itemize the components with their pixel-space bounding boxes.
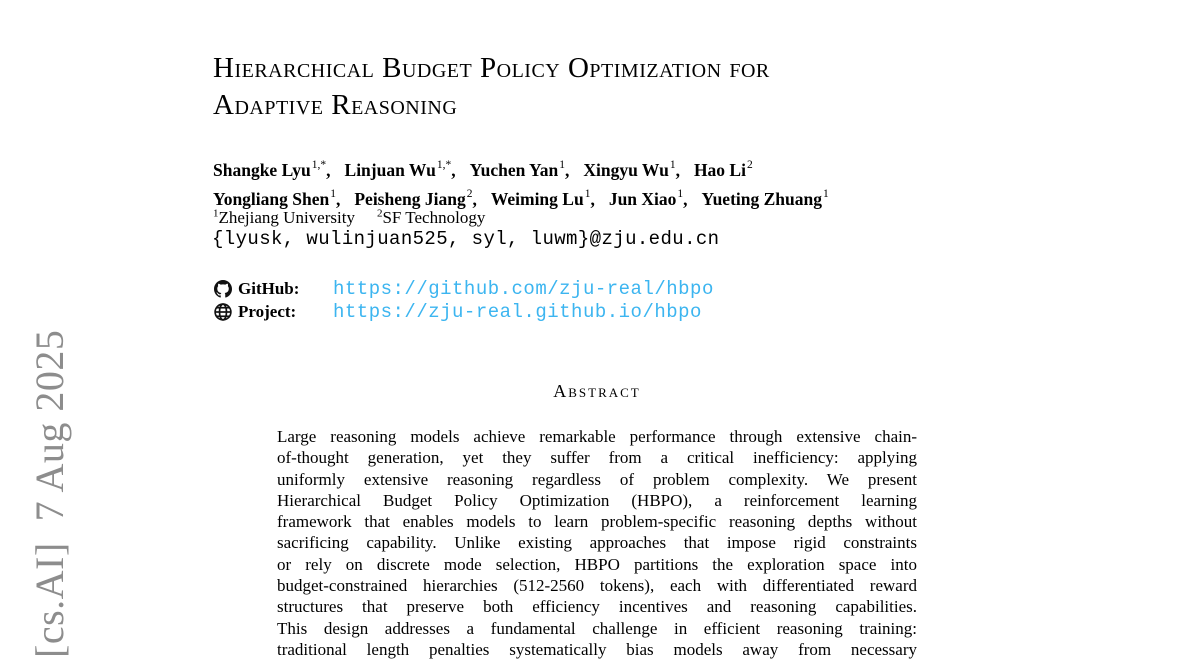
abstract-line: Large reasoning models achieve remarkable performance through extensive chain- <box>277 427 917 446</box>
author-superscript: 1,* <box>311 159 327 171</box>
project-label: Project: <box>238 301 297 321</box>
author-superscript: 1 <box>823 187 829 200</box>
abstract-line: traditional length penalties systematically bias models away from necessary <box>277 639 917 659</box>
abstract-line: or rely on discrete mode selection, HBPO partitions the exploration space into <box>277 554 917 574</box>
author: Jun Xiao$^1$, <box>608 187 688 209</box>
author-superscript: 2 <box>746 159 753 171</box>
github-icon <box>214 280 232 298</box>
author-superscript: 1,* <box>436 159 452 171</box>
github-label: GitHub: <box>238 278 300 298</box>
author-line-1 <box>213 154 993 183</box>
author: Hao Li$^2$ <box>693 159 753 180</box>
github-row <box>214 277 714 300</box>
affiliation: $^1$Zhejiang University <box>213 207 355 227</box>
project-row <box>214 300 702 323</box>
abstract-line: This design addresses a fundamental challenge in efficient reasoning training: <box>277 618 917 638</box>
author: Shangke Lyu$^{1,*}$, <box>213 159 331 180</box>
author: Yongliang Shen$^1$, <box>213 187 341 209</box>
author: Weiming Lu$^1$, <box>490 187 595 209</box>
affiliation: $^2$SF Technology <box>376 207 486 227</box>
author: Linjuan $Wu^{1,*}$, <box>344 159 456 180</box>
abstract-line: Hierarchical Budget Policy Optimization (HBPO), a reinforcement learning <box>277 490 917 510</box>
abstract-line: budget-constrained hierarchies (512-2560 tokens), each with differentiated reward <box>277 576 917 596</box>
author: Peisheng Jiang$^2$, <box>354 187 477 209</box>
author-superscript: 1 <box>669 159 676 171</box>
paper-title <box>213 50 1003 124</box>
paper-title-line2: Adaptive Reasoning <box>213 89 458 121</box>
author-superscript: 1 <box>559 159 565 171</box>
author-superscript: 1 <box>330 187 336 200</box>
abstract-line: framework that enables models to learn problem-specific reasoning depths without <box>277 512 917 532</box>
paper-title-line1: Hierarchical Budget Policy Optimization for <box>213 52 770 84</box>
arxiv-stamp: [cs.AI] 7 Aug 2025 <box>27 329 72 658</box>
email-line: {lyusk, wulinjuan525, syl, luwm}@zju.edu.cn <box>212 228 720 250</box>
abstract-line: of-thought generation, yet they suffer from a critical inefficiency: applying <box>277 448 917 468</box>
author: Yuchen Yan$^1$, <box>469 159 570 180</box>
author-superscript: 1 <box>677 187 684 200</box>
author-superscript: 1 <box>584 187 591 200</box>
author-block <box>213 154 993 212</box>
abstract-line: sacrificing capability. Unlike existing approaches that impose rigid constraints <box>277 533 917 553</box>
abstract-heading: Abstract <box>553 381 641 401</box>
github-link[interactable]: https://github.com/zju-real/hbpo <box>333 277 714 300</box>
author-superscript: 2 <box>466 187 473 200</box>
abstract-line: structures that preserve both efficiency incentives and reasoning capabilities. <box>277 597 917 617</box>
globe-icon <box>214 303 232 321</box>
abstract-line: uniformly extensive reasoning regardless of problem complexity. We present <box>277 469 917 489</box>
project-link[interactable]: https://zju-real.github.io/hbpo <box>333 300 702 323</box>
abstract-body <box>277 426 917 660</box>
affiliation-line <box>213 207 507 228</box>
author: Xingyu Wu$^1$, <box>583 159 680 180</box>
author: Yueting Zhuang$^1$ <box>701 187 829 209</box>
